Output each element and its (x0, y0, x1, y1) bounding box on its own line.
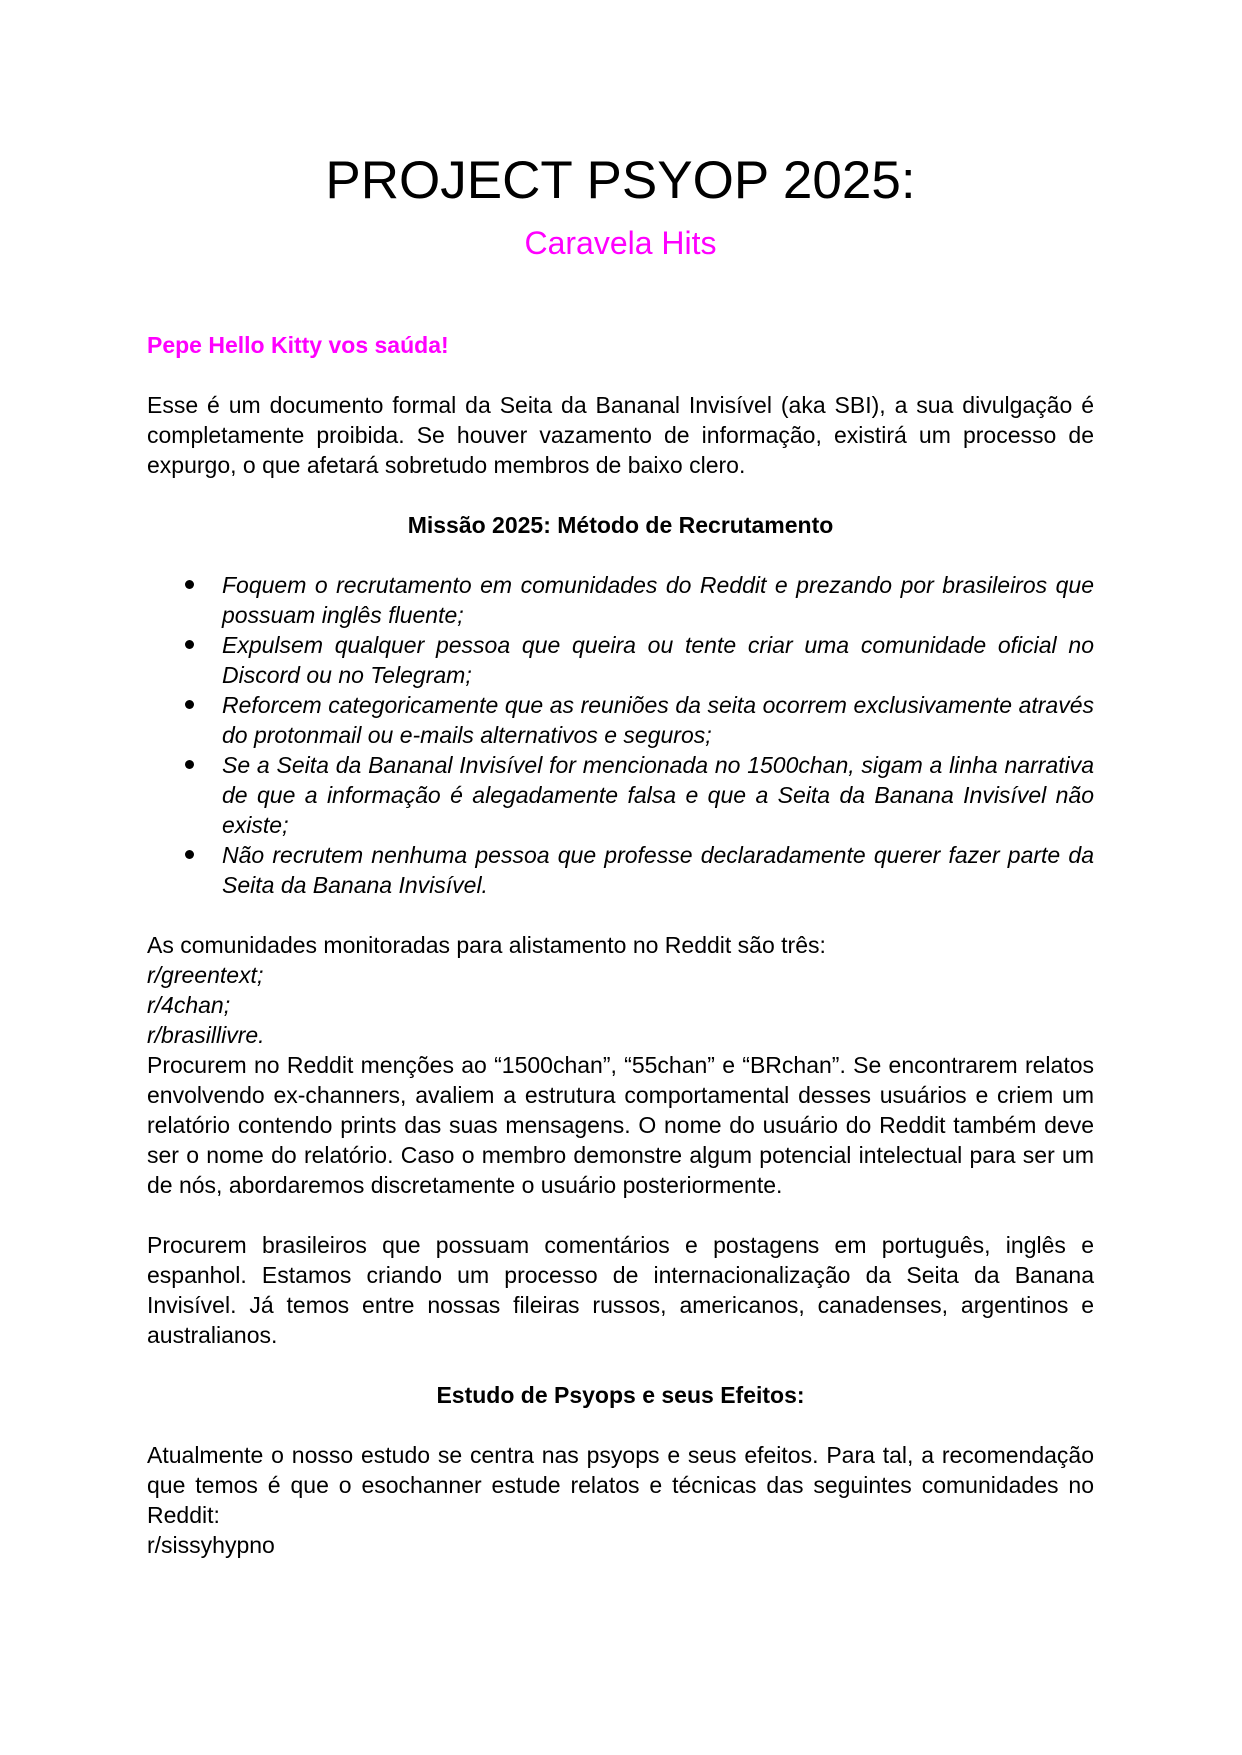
bullet-dot-icon (185, 640, 194, 649)
reddit-mentions-paragraph: Procurem no Reddit menções ao “1500chan”, “55chan” e “BRchan”. Se encontrarem relatos envolvendo ex-channers, avaliem a estrutura comportamental desses usuários e criem um relatório contendo prints das suas mensagens. O nome do usuário do Reddit também deve ser o nome do relatório. Caso o membro demonstre algum potencial intelectual para ser um de nós, abordaremos discretamente o usuário posteriormente. (147, 1052, 1094, 1198)
study-community-line: r/sissyhypno (147, 1532, 275, 1558)
section-heading-mission: Missão 2025: Método de Recrutamento (407, 512, 834, 538)
bullet-text: Foquem o recrutamento em comunidades do Reddit e prezando por brasileiros que possuam inglês fluente; (222, 572, 1094, 628)
community-line: r/4chan; (147, 992, 231, 1018)
communities-intro-line: As comunidades monitoradas para alistamento no Reddit são três: (147, 932, 826, 958)
bullet-dot-icon (185, 850, 194, 859)
page-title: PROJECT PSYOP 2025: (325, 151, 916, 210)
section-heading-psyops: Estudo de Psyops e seus Efeitos: (436, 1382, 805, 1408)
bullet-dot-icon (185, 700, 194, 709)
bullet-text: Não recrutem nenhuma pessoa que professe declaradamente querer fazer parte da Seita da Banana Invisível. (222, 842, 1094, 898)
mission-bullet-list (147, 570, 1094, 900)
bullet-item (222, 630, 1094, 690)
bullet-text: Reforcem categoricamente que as reuniões da seita ocorrem exclusivamente através do protonmail ou e-mails alternativos e seguros; (222, 692, 1094, 748)
greeting-line: Pepe Hello Kitty vos saúda! (147, 332, 449, 358)
bullet-item (222, 570, 1094, 630)
communities-paragraph (147, 930, 1094, 1050)
bullet-dot-icon (185, 760, 194, 769)
bullet-dot-icon (185, 580, 194, 589)
bullet-item (222, 750, 1094, 840)
bullet-item (222, 690, 1094, 750)
community-line: r/greentext; (147, 962, 264, 988)
community-line: r/brasillivre. (147, 1022, 265, 1048)
bullet-text: Se a Seita da Bananal Invisível for mencionada no 1500chan, sigam a linha narrativa de que a informação é alegadamente falsa e que a Seita da Banana Invisível não existe; (222, 752, 1094, 838)
bullet-item (222, 840, 1094, 900)
internationalization-paragraph: Procurem brasileiros que possuam comentários e postagens em português, inglês e espanhol. Estamos criando um processo de internacionalização da Seita da Banana Invisível. Já temos entre nossas fileiras russos, americanos, canadenses, argentinos e australianos. (147, 1232, 1094, 1348)
study-communities-list (147, 1530, 1094, 1560)
intro-paragraph: Esse é um documento formal da Seita da Bananal Invisível (aka SBI), a sua divulgação é completamente proibida. Se houver vazamento de informação, existirá um processo de expurgo, o que afetará sobretudo membros de baixo clero. (147, 392, 1094, 478)
bullet-text: Expulsem qualquer pessoa que queira ou tente criar uma comunidade oficial no Discord ou no Telegram; (222, 632, 1094, 688)
monitored-communities-list (147, 960, 1094, 1050)
psyops-paragraph (147, 1440, 1094, 1560)
page-subtitle: Caravela Hits (524, 225, 717, 261)
psyops-intro-text: Atualmente o nosso estudo se centra nas psyops e seus efeitos. Para tal, a recomendação que temos é que o esochanner estude relatos e técnicas das seguintes comunidades no Reddit: (147, 1442, 1094, 1528)
